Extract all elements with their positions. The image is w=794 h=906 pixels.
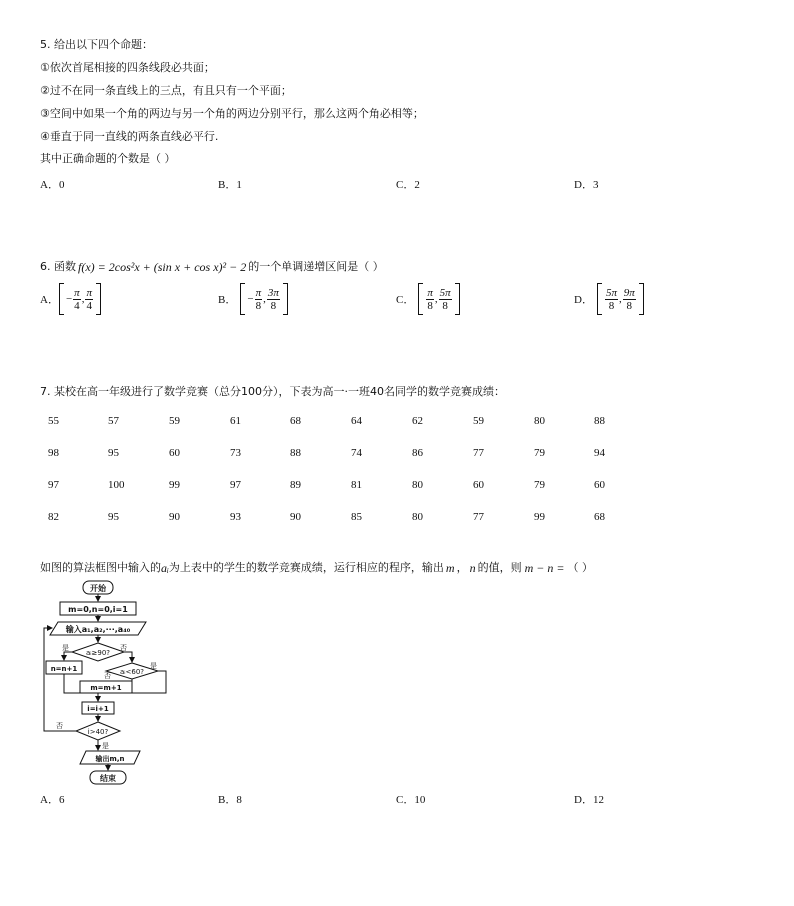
q6-a-left-num: π: [74, 286, 80, 299]
score-cell: 68: [290, 415, 301, 427]
score-cell: 61: [230, 415, 241, 427]
score-cell: 97: [230, 479, 241, 491]
flowchart-start-text: 开始: [90, 584, 106, 593]
flowchart-i-inc-text: i=i+1: [87, 705, 109, 713]
q6-a-left-den: 4: [74, 299, 80, 312]
q7-question-end: （ ）: [567, 561, 593, 574]
q6-b-left-sign: −: [247, 293, 254, 305]
score-cell: 99: [169, 479, 180, 491]
q6-b-left-num: π: [255, 286, 262, 299]
score-cell: 77: [473, 447, 484, 459]
q6-d-left-den: 8: [608, 299, 615, 312]
q7-question-sep: ，: [456, 561, 468, 574]
q5-prop-3: ③空间中如果一个角的两边与另一个角的两边分别平行，那么这两个角必相等；: [40, 107, 424, 120]
q6-option-a-letter: A．: [40, 294, 59, 306]
q6-option-a: A． − $\frac{\pi}{4}$ , $\frac{\pi}{4}$: [40, 283, 101, 315]
score-cell: 62: [412, 415, 423, 427]
score-cell: 100: [108, 479, 125, 491]
q6-c-left-num: π: [427, 286, 433, 299]
q6-c-right-num: 5π: [439, 286, 451, 299]
q7-option-a: A．6: [40, 794, 65, 806]
flowchart-cond1-yes: 是: [62, 644, 69, 652]
q5-prop-4: ④垂直于同一直线的两条直线必平行.: [40, 130, 219, 143]
score-cell: 77: [473, 511, 484, 523]
score-cell: 82: [48, 511, 59, 523]
q7-option-c: C．10: [396, 794, 426, 806]
score-cell: 80: [412, 479, 423, 491]
q6-stem: [40, 260, 384, 274]
score-cell: 60: [169, 447, 180, 459]
flowchart-cond3-text: i>40?: [87, 728, 109, 736]
flowchart-diagram: [38, 578, 178, 788]
score-cell: 80: [534, 415, 545, 427]
q6-option-c: C． $\frac{\pi}{8}$ , $\frac{5\pi}{8}$: [396, 283, 460, 315]
score-cell: 95: [108, 447, 119, 459]
q6-c-left-den: 8: [427, 299, 433, 312]
flowchart-cond2-no: 否: [104, 672, 111, 680]
score-cell: 64: [351, 415, 362, 427]
score-cell: 89: [290, 479, 301, 491]
score-cell: 97: [48, 479, 59, 491]
score-cell: 60: [594, 479, 605, 491]
flowchart-n-inc-text: n=n+1: [50, 665, 78, 673]
score-cell: 57: [108, 415, 119, 427]
score-cell: 98: [48, 447, 59, 459]
q5-prop-2: ②过不在同一条直线上的三点，有且只有一个平面；: [40, 84, 292, 97]
q7-question-m: m: [445, 561, 455, 575]
score-cell: 73: [230, 447, 241, 459]
q6-a-right-den: 4: [86, 299, 92, 312]
score-cell: 80: [412, 511, 423, 523]
q5-prop-1: ①依次首尾相接的四条线段必共面；: [40, 61, 215, 74]
score-cell: 99: [534, 511, 545, 523]
q6-d-right-den: 8: [626, 299, 632, 312]
q6-option-b-letter: B．: [218, 294, 237, 306]
q6-a-left-sign: −: [65, 293, 73, 305]
flowchart-cond2-text: aᵢ<60?: [119, 668, 145, 676]
flowchart-output-text: 输出m,n: [95, 755, 125, 763]
score-cell: 55: [48, 415, 59, 427]
score-cell: 90: [290, 511, 301, 523]
flowchart-cond1-no: 否: [120, 644, 127, 652]
q5-option-b: B．1: [218, 179, 242, 191]
q5-option-d: D．3: [574, 179, 599, 191]
q5-question: 其中正确命题的个数是（ ）: [40, 152, 176, 165]
score-cell: 86: [412, 447, 423, 459]
q7-question-part3: 的值，则: [477, 561, 522, 574]
score-cell: 59: [473, 415, 484, 427]
q6-option-d: D． $\frac{5\pi}{8}$ , $\frac{9\pi}{8}$: [574, 283, 644, 315]
score-cell: 60: [473, 479, 484, 491]
score-cell: 93: [230, 511, 241, 523]
q7-question-part1: 如图的算法框图中输入的: [40, 561, 161, 574]
score-cell: 74: [351, 447, 362, 459]
score-cell: 79: [534, 447, 545, 459]
q6-prefix: 6. 函数: [40, 260, 76, 273]
score-cell: 85: [351, 511, 362, 523]
q7-stem: 7. 某校在高一年级进行了数学竞赛（总分100分），下表为高一·一班40名同学的数学竞赛成绩：: [40, 385, 505, 398]
q7-question-expr: m − n =: [524, 561, 565, 575]
q7-question-var: aᵢ: [161, 561, 169, 575]
q6-c-right-den: 8: [442, 299, 448, 312]
score-cell: 90: [169, 511, 180, 523]
q6-b-right-den: 8: [270, 299, 277, 312]
score-cell: 79: [534, 479, 545, 491]
q6-option-d-letter: D．: [574, 294, 593, 306]
q7-option-b: B．8: [218, 794, 242, 806]
q6-d-left-num: 5π: [605, 286, 617, 299]
q5-option-c: C．2: [396, 179, 420, 191]
q7-question: [40, 561, 593, 575]
score-cell: 68: [594, 511, 605, 523]
q6-b-left-den: 8: [255, 299, 262, 312]
q7-question-part2: 为上表中的学生的数学竞赛成绩，运行相应的程序，输出: [168, 561, 444, 574]
flowchart-cond2-yes: 是: [150, 662, 157, 670]
flowchart-cond1-text: aᵢ≥90?: [85, 649, 111, 657]
q5-stem: 5. 给出以下四个命题：: [40, 38, 153, 51]
q6-formula: f(x) = 2cos²x + (sin x + cos x)² − 2: [78, 260, 247, 274]
flowchart-cond3-no: 否: [56, 722, 63, 730]
score-cell: 95: [108, 511, 119, 523]
flowchart-input-text: 输入a₁,a₂,···,a₄₀: [65, 625, 131, 634]
q7-option-d: D．12: [574, 794, 604, 806]
flowchart-init-text: m=0,n=0,i=1: [68, 605, 128, 614]
q6-option-b: B． − $\frac{\pi}{8}$ , $\frac{3\pi}{8}$: [218, 283, 288, 315]
score-cell: 88: [594, 415, 605, 427]
q6-b-right-num: 3π: [267, 286, 279, 299]
flowchart-cond3-yes: 是: [102, 742, 109, 750]
flowchart-m-inc-text: m=m+1: [90, 684, 122, 692]
q6-a-right-num: π: [86, 286, 92, 299]
score-cell: 88: [290, 447, 301, 459]
q6-option-c-letter: C．: [396, 294, 415, 306]
flowchart-end-text: 结束: [100, 774, 116, 783]
score-cell: 59: [169, 415, 180, 427]
q5-option-a: A．0: [40, 179, 65, 191]
q6-d-right-num: 9π: [623, 286, 635, 299]
score-cell: 94: [594, 447, 605, 459]
score-cell: 81: [351, 479, 362, 491]
q7-question-n: n: [469, 561, 476, 575]
q6-suffix: 的一个单调递增区间是（ ）: [248, 260, 384, 273]
